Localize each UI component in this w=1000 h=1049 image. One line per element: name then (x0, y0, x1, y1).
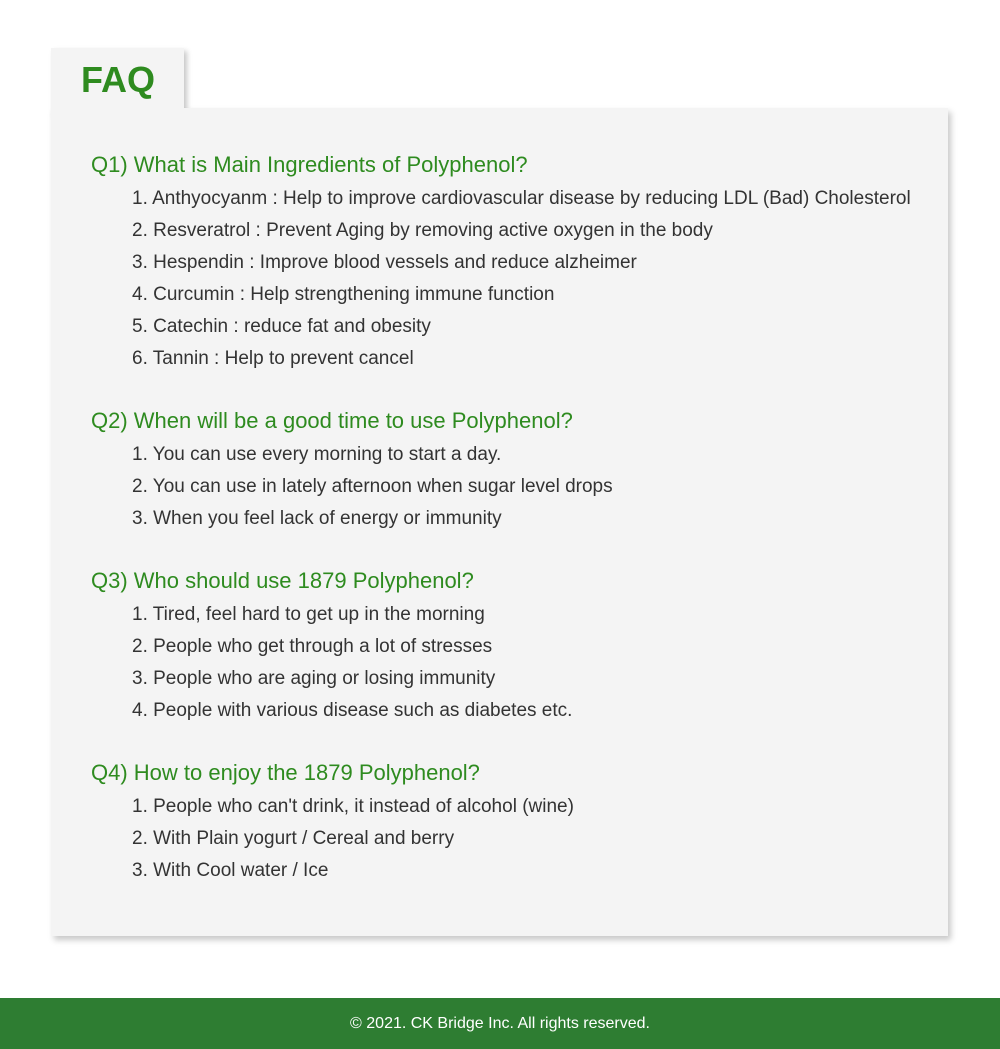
faq-answer: 5. Catechin : reduce fat and obesity (132, 316, 431, 337)
faq-answer: 1. Anthyocyanm : Help to improve cardiovascular disease by reducing LDL (Bad) Cholesterol (132, 188, 911, 209)
faq-answer: 1. People who can't drink, it instead of alcohol (wine) (132, 796, 574, 817)
tab-panel-seam (51, 104, 184, 114)
faq-answer-list (91, 791, 574, 887)
page-title: FAQ (81, 59, 156, 100)
faq-answer-list (91, 439, 613, 535)
faq-answer: 4. People with various disease such as diabetes etc. (132, 700, 573, 721)
faq-answer: 2. You can use in lately afternoon when sugar level drops (132, 476, 613, 497)
faq-answer: 2. People who get through a lot of stresses (132, 636, 493, 657)
faq-answer: 3. Hespendin : Improve blood vessels and reduce alzheimer (132, 252, 637, 273)
faq-question: Q2) When will be a good time to use Polyphenol? (91, 408, 573, 433)
faq-item-2 (91, 406, 613, 535)
faq-answer: 3. With Cool water / Ice (132, 860, 329, 881)
footer (0, 998, 1000, 1049)
faq-item-1 (91, 150, 911, 375)
faq-item-3 (91, 566, 572, 727)
faq-answer: 2. Resveratrol : Prevent Aging by removing active oxygen in the body (132, 220, 713, 241)
faq-panel (51, 108, 948, 936)
faq-answer: 4. Curcumin : Help strengthening immune function (132, 284, 555, 305)
faq-answer: 6. Tannin : Help to prevent cancel (132, 348, 414, 369)
faq-answer-list (91, 599, 572, 727)
faq-question: Q1) What is Main Ingredients of Polyphenol? (91, 152, 528, 177)
faq-answer-list (91, 183, 911, 375)
faq-answer: 2. With Plain yogurt / Cereal and berry (132, 828, 455, 849)
faq-answer: 3. People who are aging or losing immunity (132, 668, 496, 689)
faq-answer: 1. Tired, feel hard to get up in the morning (132, 604, 485, 625)
faq-question: Q4) How to enjoy the 1879 Polyphenol? (91, 760, 480, 785)
copyright-text: © 2021. CK Bridge Inc. All rights reserved. (350, 1014, 650, 1032)
faq-answer: 1. You can use every morning to start a day. (132, 444, 502, 465)
faq-answer: 3. When you feel lack of energy or immunity (132, 508, 502, 529)
faq-item-4 (91, 758, 574, 887)
faq-question: Q3) Who should use 1879 Polyphenol? (91, 568, 474, 593)
